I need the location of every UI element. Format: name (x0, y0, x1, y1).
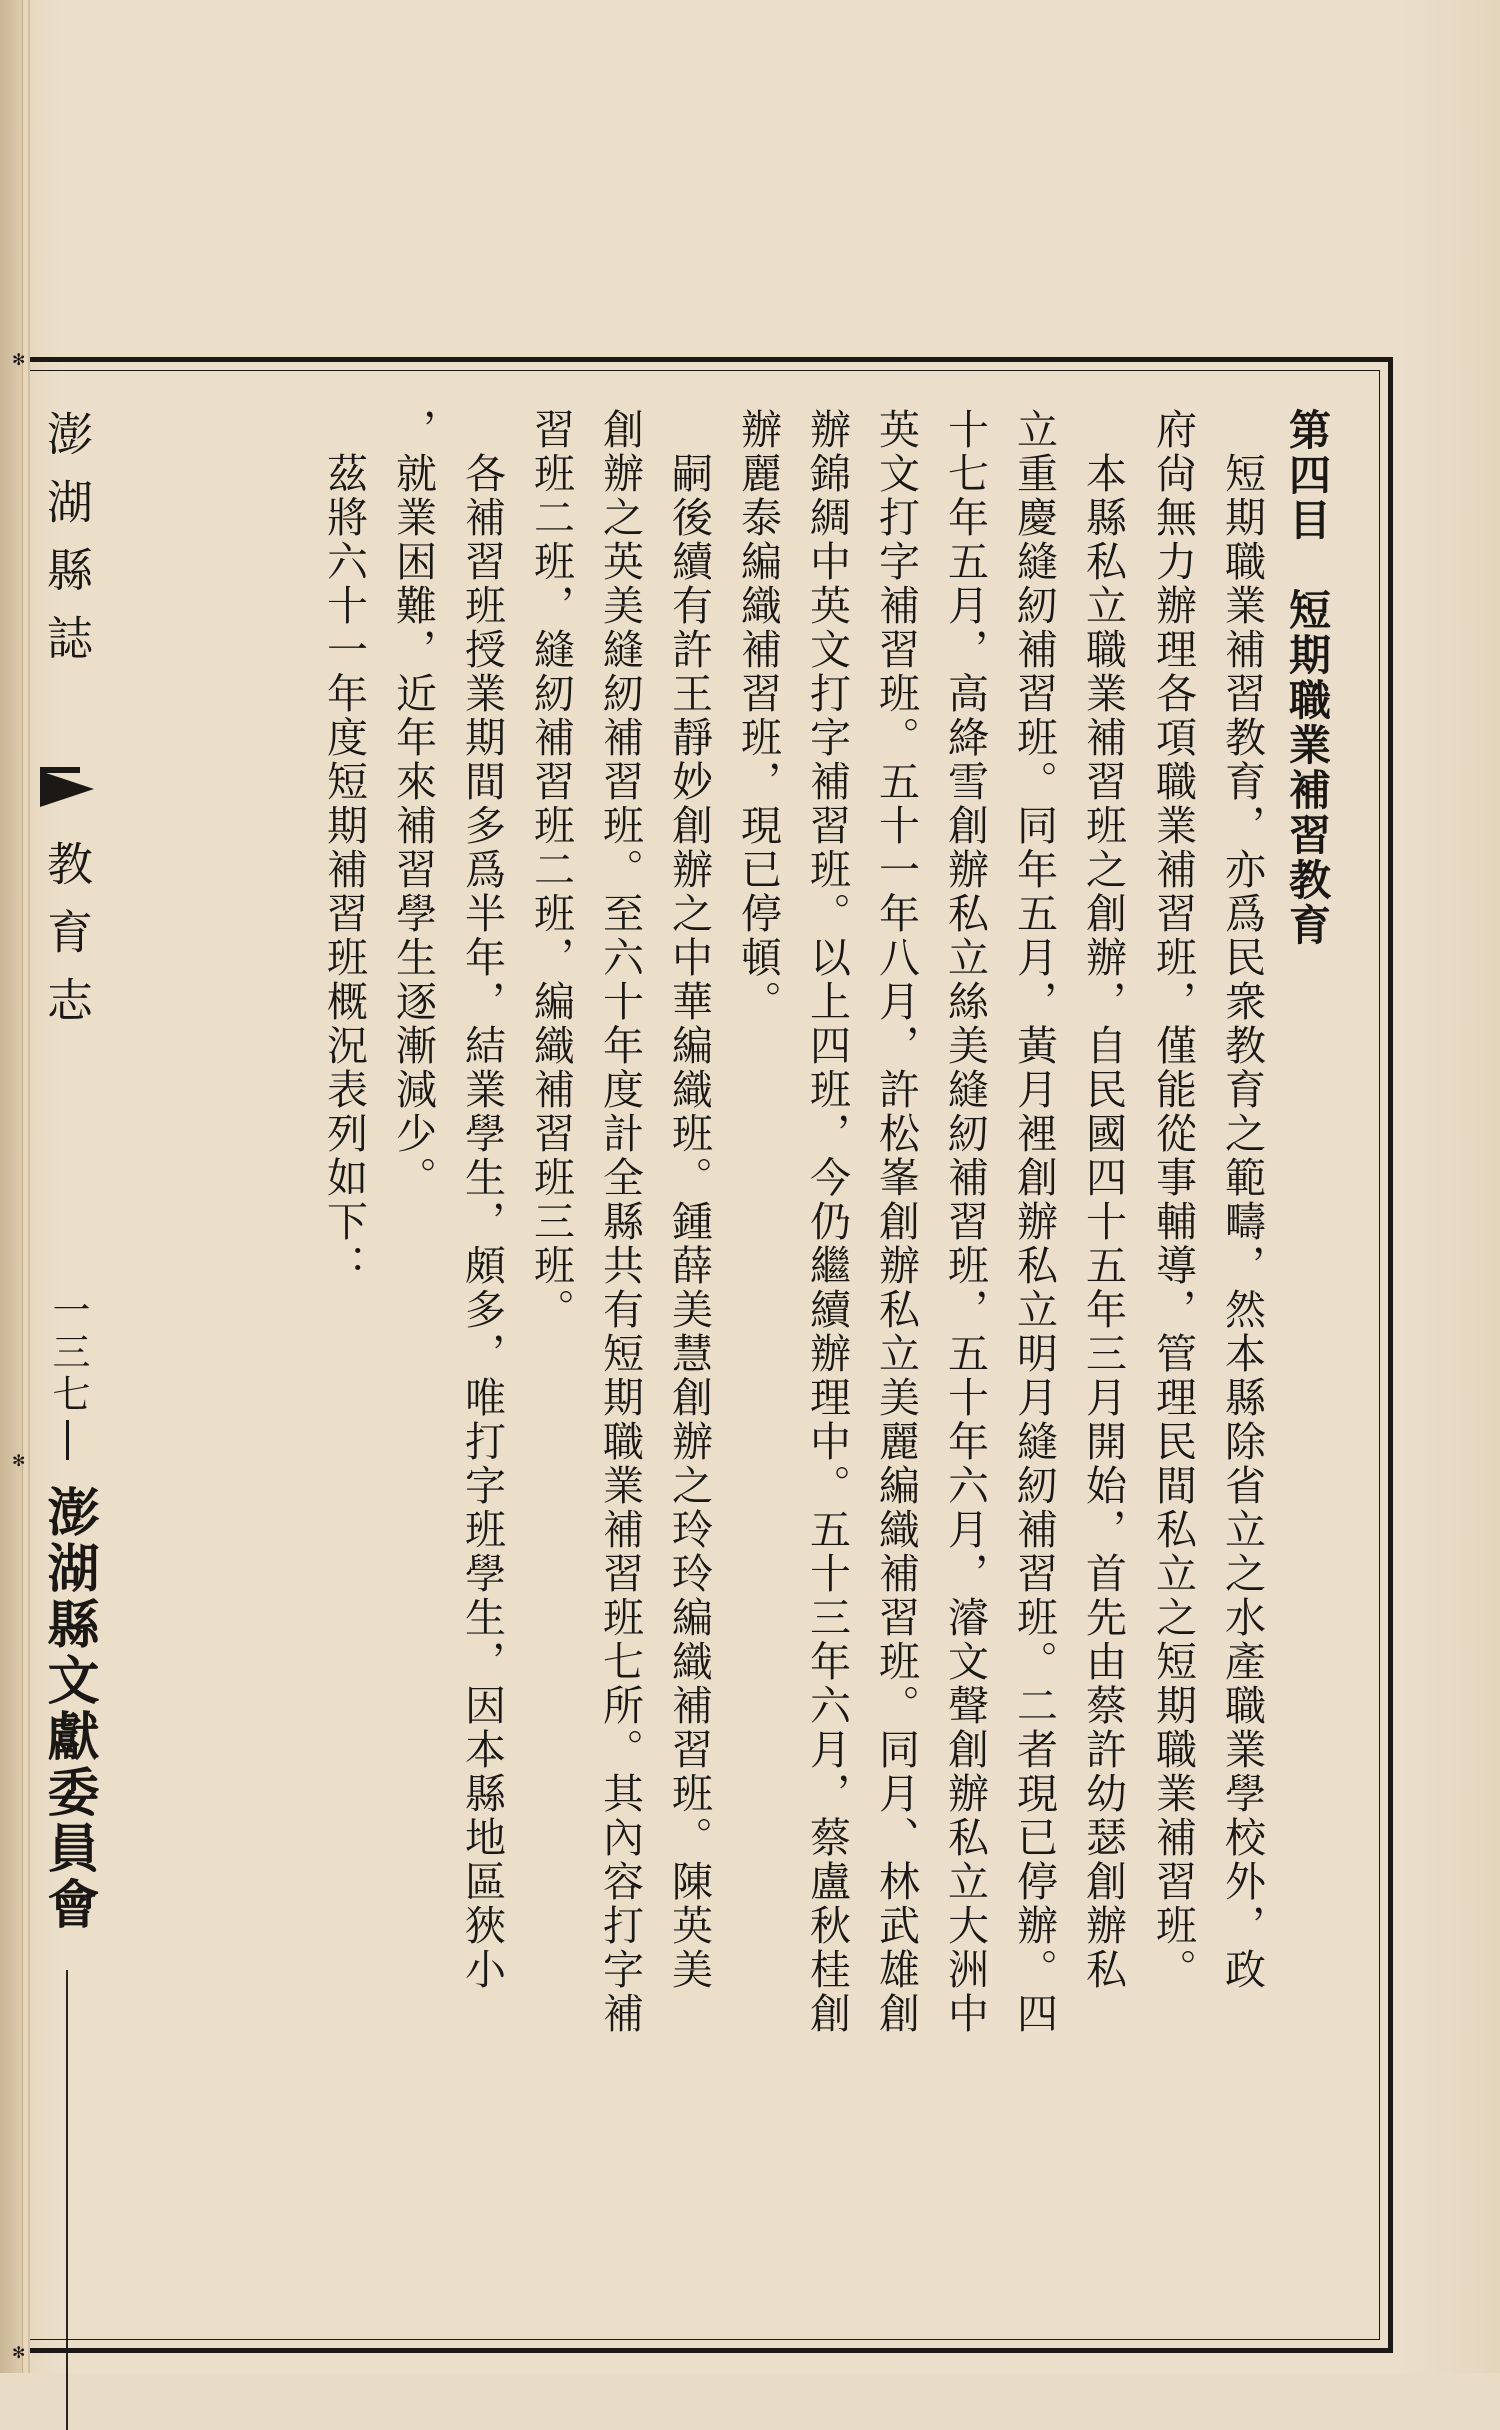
text-column-9: 嗣後續有許王靜妙創辦之中華編織班。鍾薛美慧創辦之玲玲編織補習班。陳英美 (665, 408, 713, 1992)
page-number: 一三七 (46, 1290, 90, 1416)
text-column-5: 十七年五月，高絳雪創辦私立絲美縫紉補習班，五十年六月，濬文聲創辦私立大洲中 (941, 408, 989, 2036)
book-title: 澎湖縣誌 (40, 410, 94, 682)
chapter-title: 教育志 (40, 840, 94, 1044)
section-heading: 第四目 短期職業補習教育 (1283, 408, 1332, 948)
text-column-14: 茲將六十一年度短期補習班概況表列如下： (320, 408, 368, 1288)
text-column-11: 習班二班，縫紉補習班二班，編織補習班三班。 (527, 408, 575, 1332)
text-column-1: 短期職業補習教育，亦爲民衆教育之範疇，然本縣除省立之水產職業學校外，政 (1218, 408, 1266, 1992)
publisher-name: 澎湖縣文獻委員會 (38, 1485, 99, 1933)
text-column-8: 辦麗泰編織補習班，現已停頓。 (734, 408, 782, 1024)
rule-ornament-icon: ✻ (12, 1451, 26, 1470)
text-column-6: 英文打字補習班。五十一年八月，許松峯創辦私立美麗編織補習班。同月、林武雄創 (872, 408, 920, 2036)
text-column-13: ，就業困難，近年來補習學生逐漸減少。 (389, 408, 437, 1200)
text-block (30, 357, 1393, 2353)
corner-ornament-icon: ✻ (12, 2343, 26, 2362)
text-column-2: 府尙無力辦理各項職業補習班，僅能從事輔導，管理民間私立之短期職業補習班。 (1149, 408, 1197, 1992)
text-column-12: 各補習班授業期間多爲半年，結業學生，頗多，唯打字班學生，因本縣地區狹小 (458, 408, 506, 1992)
corner-ornament-icon: ✻ (12, 350, 26, 369)
text-column-7: 辦錦綢中英文打字補習班。以上四班，今仍繼續辦理中。五十三年六月，蔡盧秋桂創 (803, 408, 851, 2036)
text-column-10: 創辦之英美縫紉補習班。至六十年度計全縣共有短期職業補習班七所。其內容打字補 (596, 408, 644, 2036)
text-column-3: 本縣私立職業補習班之創辦，自民國四十五年三月開始，首先由蔡許幼瑟創辦私 (1079, 408, 1127, 1992)
text-column-4: 立重慶縫紉補習班。同年五月，黃月裡創辦私立明月縫紉補習班。二者現已停辦。四 (1010, 408, 1058, 2036)
